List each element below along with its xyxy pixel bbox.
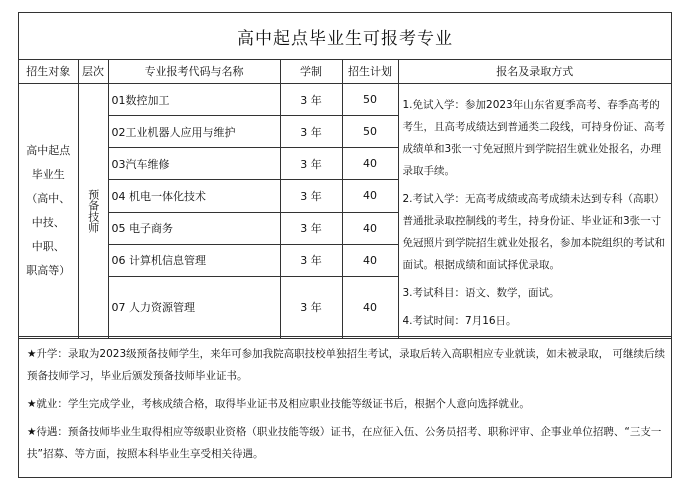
major-duration: 3 年 (280, 84, 342, 116)
header-row (19, 59, 671, 84)
major-name: 04 机电一体化技术 (108, 180, 280, 212)
target-line: 毕业生 (31, 168, 65, 181)
major-duration: 3 年 (280, 148, 342, 180)
major-duration: 3 年 (280, 212, 342, 244)
method-item: 4.考试时间：7月16日。 (402, 315, 517, 327)
target-line: 中职、 (31, 240, 65, 253)
major-plan: 40 (342, 148, 398, 180)
method-item: 2.考试入学：无高考成绩或高考成绩未达到专科（高职）普通批录取控制线的考生，持身份证、毕业证和3张一寸免冠照片到学院招生就业处报名，参加本院组织的考试和面试。根据成绩和面试择优录取。 (402, 193, 665, 271)
major-duration: 3 年 (280, 276, 342, 338)
major-plan: 40 (342, 180, 398, 212)
header-major: 专业报考代码与名称 (108, 59, 280, 84)
header-plan: 招生计划 (342, 59, 398, 84)
major-name: 06 计算机信息管理 (108, 244, 280, 276)
method-item: 3.考试科目：语文、数学，面试。 (402, 287, 560, 299)
majors-table (19, 59, 671, 339)
major-plan: 40 (342, 244, 398, 276)
target-line: 职高等） (26, 264, 71, 277)
header-target: 招生对象 (19, 59, 78, 84)
table-row (19, 84, 671, 116)
target-line: （高中、 (26, 192, 71, 205)
major-plan: 50 (342, 116, 398, 148)
note-item: ★升学：录取为2023级预备技师学生，来年可参加我院高职技校单独招生考试，录取后转入高职相应专业就读，如未被录取， 可继续后续预备技师学习，毕业后颁发预备技师毕业证书。 (27, 348, 665, 382)
major-name: 02工业机器人应用与维护 (108, 116, 280, 148)
note-item: ★待遇：预备技师毕业生取得相应等级职业资格（职业技能等级）证书，在应征入伍、公务员招考、职称评审、企事业单位招聘、“三支一扶”招募、等方面，按照本科毕业生享受相关待遇。 (27, 426, 662, 460)
target-line: 中技、 (31, 216, 65, 229)
major-plan: 40 (342, 212, 398, 244)
major-plan: 40 (342, 276, 398, 338)
major-name: 01数控加工 (108, 84, 280, 116)
major-plan: 50 (342, 84, 398, 116)
note-item: ★就业：学生完成学业，考核成绩合格，取得毕业证书及相应职业技能等级证书后，根据个人意向选择就业。 (27, 398, 530, 410)
major-name: 07 人力资源管理 (108, 276, 280, 338)
header-level: 层次 (78, 59, 108, 84)
level-text: 预备技师 (86, 189, 100, 233)
major-duration: 3 年 (280, 180, 342, 212)
notes-section (19, 336, 671, 477)
document-table (18, 12, 672, 478)
method-cell (398, 84, 671, 339)
level-cell (78, 84, 108, 339)
method-item: 1.免试入学：参加2023年山东省夏季高考、春季高考的考生，且高考成绩达到普通类二段线，可持身份证、高考成绩单和3张一寸免冠照片到学院招生就业处报名，办理录取手续。 (402, 99, 665, 177)
target-line: 高中起点 (26, 144, 71, 157)
major-duration: 3 年 (280, 116, 342, 148)
major-duration: 3 年 (280, 244, 342, 276)
target-cell (19, 84, 78, 339)
header-duration: 学制 (280, 59, 342, 84)
major-name: 03汽车维修 (108, 148, 280, 180)
page-title: 高中起点毕业生可报考专业 (19, 13, 671, 60)
major-name: 05 电子商务 (108, 212, 280, 244)
header-method: 报名及录取方式 (398, 59, 671, 84)
